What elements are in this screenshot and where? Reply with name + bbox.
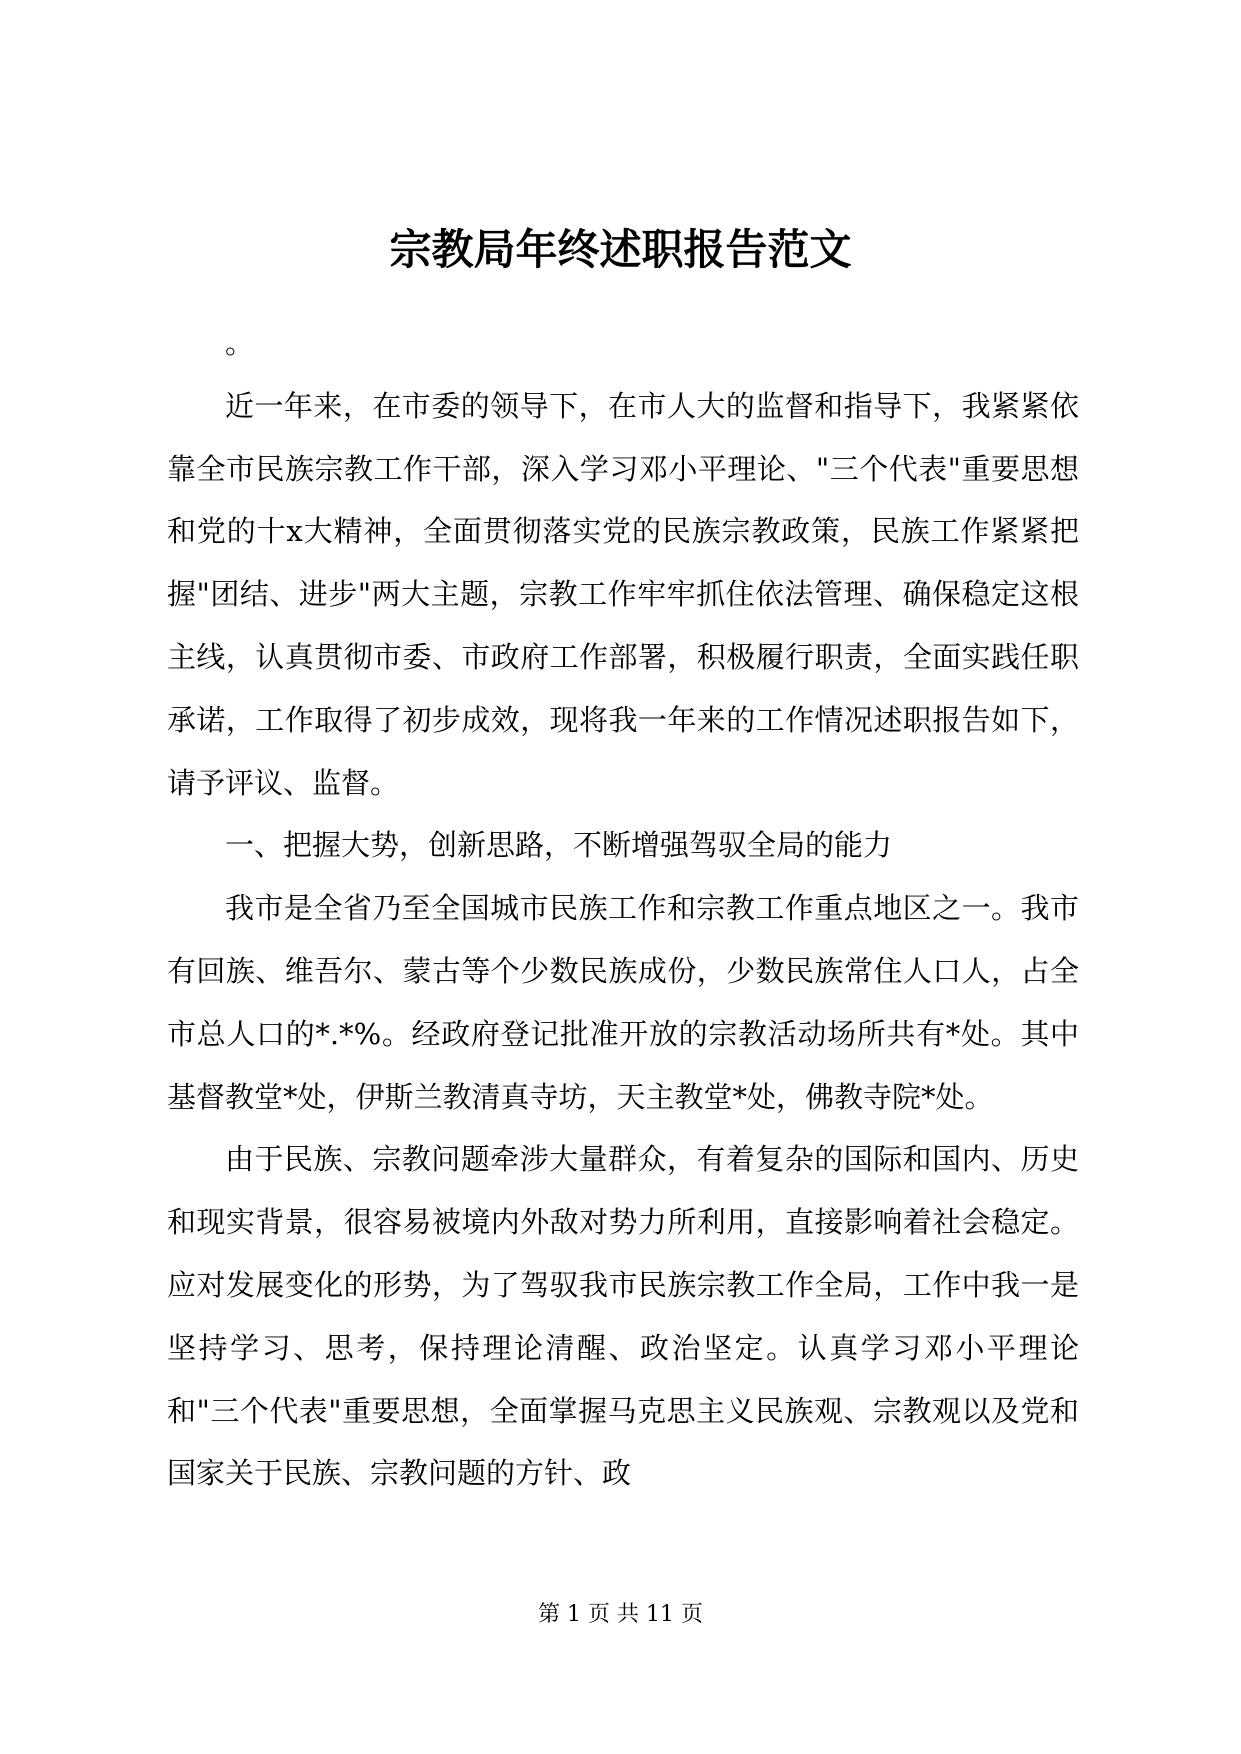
document-body	[167, 312, 1079, 1505]
document-title: 宗教局年终述职报告范文	[389, 225, 852, 274]
paragraph-1: 近一年来，在市委的领导下，在市人大的监督和指导下，我紧紧依靠全市民族宗教工作干部，深入学习邓小平理论、"三个代表"重要思想和党的十x大精神，全面贯彻落实党的民族宗教政策，民族工作紧紧把握"团结、进步"两大主题，宗教工作牢牢抓住依法管理、确保稳定这根主线，认真贯彻市委、市政府工作部署，积极履行职责，全面实践任职承诺，工作取得了初步成效，现将我一年来的工作情况述职报告如下，请予评议、监督。	[167, 388, 1079, 800]
section-heading-1: 一、把握大势，创新思路，不断增强驾驭全局的能力	[225, 828, 893, 863]
paragraph-2: 我市是全省乃至全国城市民族工作和宗教工作重点地区之一。我市有回族、维吾尔、蒙古等个少数民族成份，少数民族常住人口人，占全市总人口的*.*%。经政府登记批准开放的宗教活动场所共有*处。其中基督教堂*处，伊斯兰教清真寺坊，天主教堂*处，佛教寺院*处。	[167, 891, 1079, 1114]
paragraph-3: 由于民族、宗教问题牵涉大量群众，有着复杂的国际和国内、历史和现实背景，很容易被境内外敌对势力所利用，直接影响着社会稳定。应对发展变化的形势，为了驾驭我市民族宗教工作全局，工作中我一是坚持学习、思考，保持理论清醒、政治坚定。认真学习邓小平理论和"三个代表"重要思想，全面掌握马克思主义民族观、宗教观以及党和国家关于民族、宗教问题的方针、政	[167, 1142, 1079, 1491]
page-number-footer: 第 1 页 共 11 页	[538, 1602, 703, 1627]
paragraph-0: 。	[225, 326, 255, 360]
